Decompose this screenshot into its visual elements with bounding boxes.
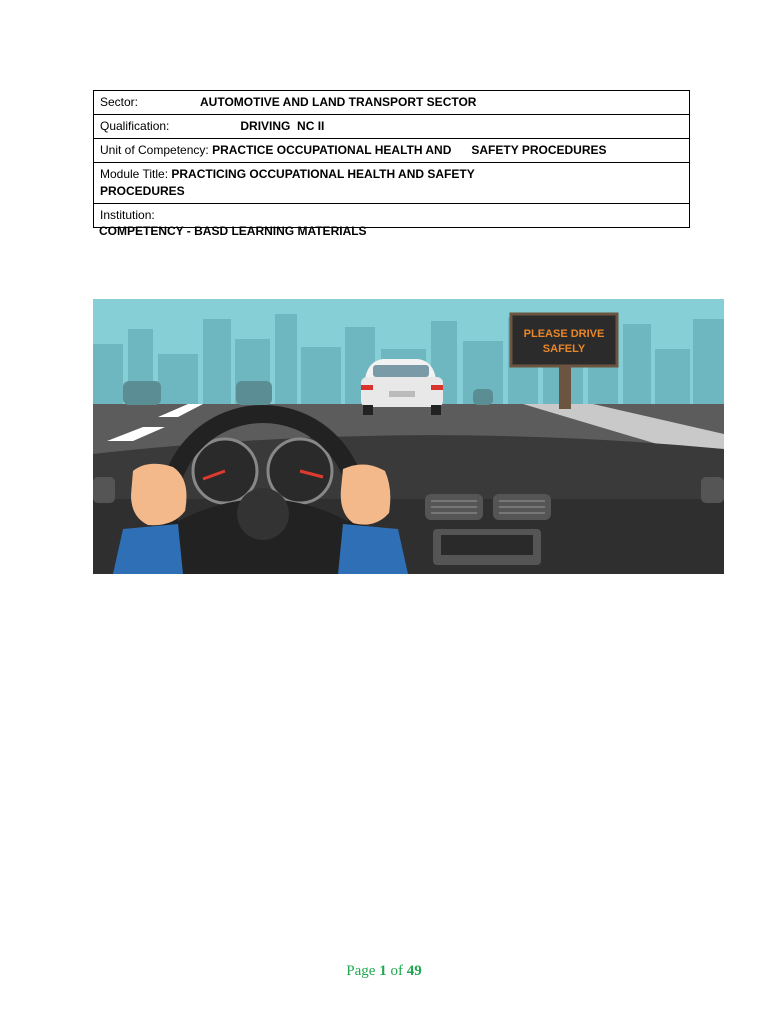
unit-row (94, 139, 690, 163)
page-total: 49 (406, 963, 422, 979)
sector-value: AUTOMOTIVE AND LAND TRANSPORT SECTOR (200, 95, 477, 109)
driving-illustration (93, 299, 724, 574)
sector-row (94, 91, 690, 115)
module-value-line1: PRACTICING OCCUPATIONAL HEALTH AND SAFETY (171, 167, 475, 181)
car-ahead (361, 359, 443, 415)
module-row (94, 163, 690, 204)
sign-text-line2: SAFELY (542, 343, 586, 355)
qualification-row (94, 115, 690, 139)
page-of: of (390, 963, 403, 979)
qualification-value: DRIVING NC II (240, 119, 325, 133)
sign-text-line1: PLEASE DRIVE (523, 328, 605, 340)
module-label: Module Title: (100, 167, 169, 181)
page-prefix: Page (346, 963, 376, 979)
page-current: 1 (379, 963, 387, 979)
sector-label: Sector: (100, 95, 139, 109)
qualification-label: Qualification: (100, 119, 170, 133)
unit-label: Unit of Competency: (100, 143, 209, 157)
unit-value-part1: PRACTICE OCCUPATIONAL HEALTH AND (212, 143, 452, 157)
institution-label: Institution: (100, 208, 155, 222)
unit-value-part2: SAFETY PROCEDURES (471, 143, 607, 157)
page-number (0, 963, 768, 980)
module-value-line2: PROCEDURES (100, 184, 185, 198)
materials-caption: COMPETENCY - BASD LEARNING MATERIALS (99, 224, 367, 238)
module-info-table (93, 90, 690, 228)
